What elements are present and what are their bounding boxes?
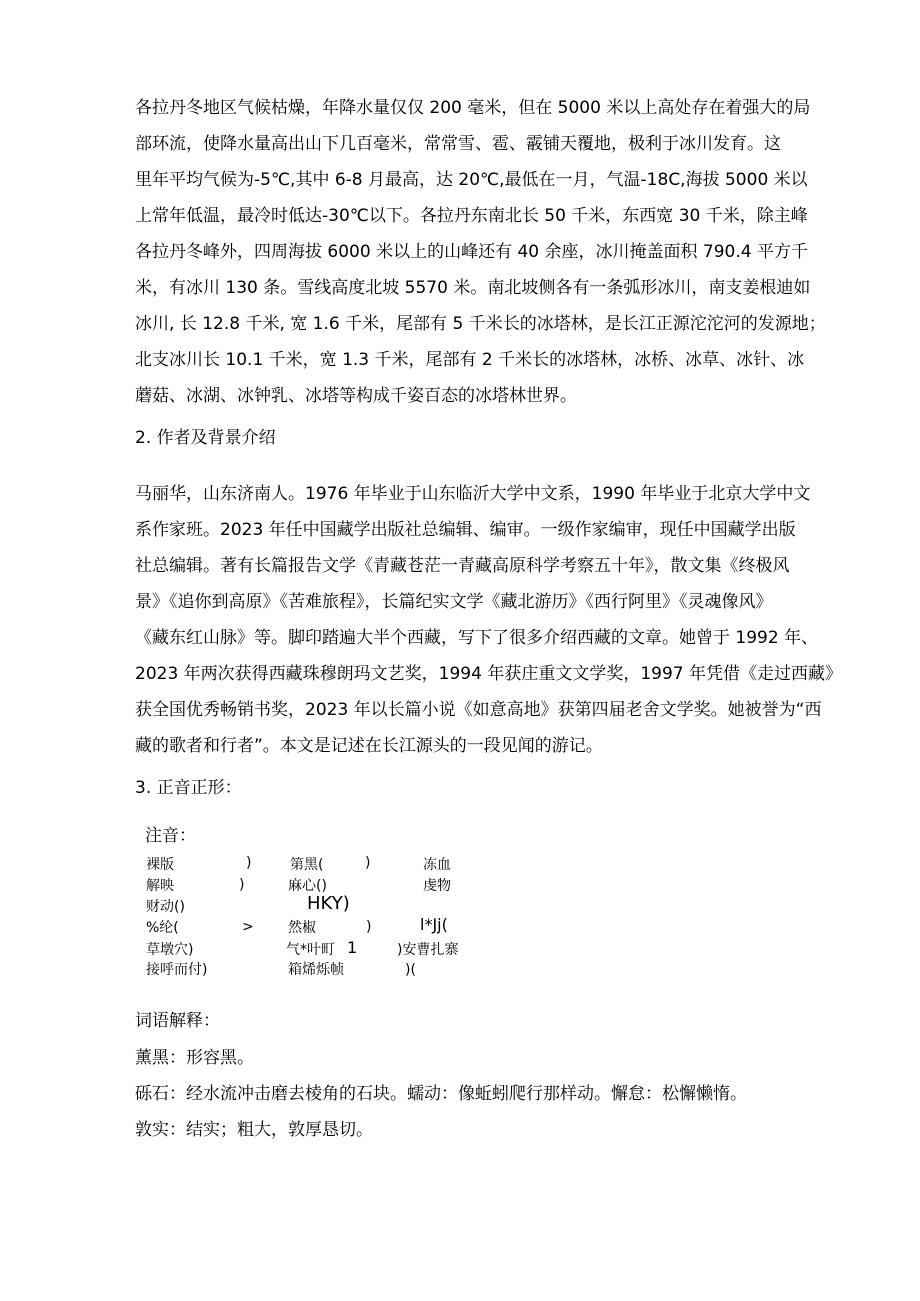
grid-cell: 麻心() [288, 878, 327, 894]
text-line: 马丽华，山东济南人。1976 年毕业于山东临沂大学中文系，1990 年毕业于北京大学中文 [135, 484, 811, 504]
grid-cell: 裸版 [146, 857, 174, 873]
subheading-annotation: 注音： [145, 826, 196, 846]
grid-cell: 虔物 [423, 878, 451, 894]
grid-cell: 接呼而付) [146, 962, 208, 978]
text-line: 北支冰川长 10.1 千米，宽 1.3 千米，尾部有 2 千米长的冰塔林，冰桥、冰草、冰针、冰 [135, 350, 805, 370]
text-line: 各拉丹冬地区气候枯燥，年降水量仅仅 200 毫米，但在 5000 米以上高处存在着强大的局 [135, 98, 811, 118]
grid-cell: HKY) [307, 893, 350, 914]
glossary-entry: 砾石：经水流冲击磨去棱角的石块。蠕动：像蚯蚓爬行那样动。懈怠：松懈懒惰。 [135, 1084, 747, 1104]
grid-cell: 解映 [146, 878, 174, 894]
text-line: 藏的歌者和行者”。本文是记述在长江源头的一段见闻的游记。 [135, 736, 603, 756]
grid-cell: ) [366, 919, 372, 935]
text-line: 上常年低温，最冷时低达-30℃以下。各拉丹东南北长 50 千米，东西宽 30 千米，除主峰 [135, 206, 808, 226]
text-line: 景》《追你到高原》《苦难旅程》，长篇纪实文学《藏北游历》《西行阿里》《灵魂像风》 [135, 592, 773, 612]
text-line: 《藏东红山脉》等。脚印踏遍大半个西藏，写下了很多介绍西藏的文章。她曾于 1992 年、 [135, 628, 819, 648]
grid-cell: 箱烯烁帧 [288, 962, 344, 978]
text-line: 社总编辑。著有长篇报告文学《青藏苍茫一青藏高原科学考察五十年》，散文集《终极风 [135, 556, 790, 576]
grid-cell: ) [246, 855, 252, 871]
text-line: 系作家班。2023 年任中国藏学出版社总编辑、编审。一级作家编审，现任中国藏学出版 [135, 520, 796, 540]
glossary-entry: 敦实：结实；粗大，敦厚恳切。 [135, 1120, 373, 1140]
grid-cell: 1 [347, 938, 358, 957]
text-line: 部环流，使降水量高出山下几百毫米，常常雪、雹、霰铺天覆地，极利于冰川发育。这 [135, 134, 781, 154]
glossary-entry: 薰黑：形容黑。 [135, 1048, 254, 1068]
grid-cell: l*Jj( [420, 915, 448, 934]
grid-cell: %纶( [146, 920, 179, 936]
grid-cell: 财动() [146, 899, 185, 915]
text-line: 获全国优秀畅销书奖，2023 年以长篇小说《如意高地》获第四届老舍文学奖。她被誉为“西 [135, 700, 822, 720]
grid-cell: )安曹扎寨 [397, 942, 459, 958]
text-line: 蘑菇、冰湖、冰钟乳、冰塔等构成千姿百态的冰塔林世界。 [135, 386, 577, 406]
grid-cell: ) [365, 855, 371, 871]
section-heading-glossary: 词语解释： [135, 1011, 220, 1031]
grid-cell: 气*叶町 [286, 942, 335, 958]
grid-cell: 草墩穴) [146, 942, 194, 958]
section-heading-pronunciation: 3. 正音正形： [135, 778, 242, 798]
text-line: 冰川, 长 12.8 千米, 宽 1.6 千米，尾部有 5 千米长的冰塔林，是长江正源沱沱河的发源地； [135, 314, 826, 334]
grid-cell: 然椒 [288, 920, 316, 936]
grid-cell: ) [239, 877, 245, 893]
grid-cell: )( [405, 962, 416, 978]
text-line: 里年平均气候为-5℃,其中 6-8 月最高，达 20℃,最低在一月，气温-18C,海拔 5000 米以 [135, 170, 808, 190]
text-line: 米，有冰川 130 条。雪线高度北坡 5570 米。南北坡侧各有一条弧形冰川，南支姜根迪如 [135, 278, 811, 298]
grid-cell: 第黑( [290, 857, 324, 873]
grid-cell: 冻血 [423, 857, 451, 873]
text-line: 2023 年两次获得西藏珠穆朗玛文艺奖，1994 年获庄重文文学奖，1997 年凭借《走过西藏》 [135, 664, 843, 684]
grid-cell: > [242, 919, 254, 935]
section-heading-author: 2. 作者及背景介绍 [135, 428, 276, 448]
text-line: 各拉丹冬峰外，四周海拔 6000 米以上的山峰还有 40 余座，冰川掩盖面积 790.4 平方千 [135, 242, 808, 262]
